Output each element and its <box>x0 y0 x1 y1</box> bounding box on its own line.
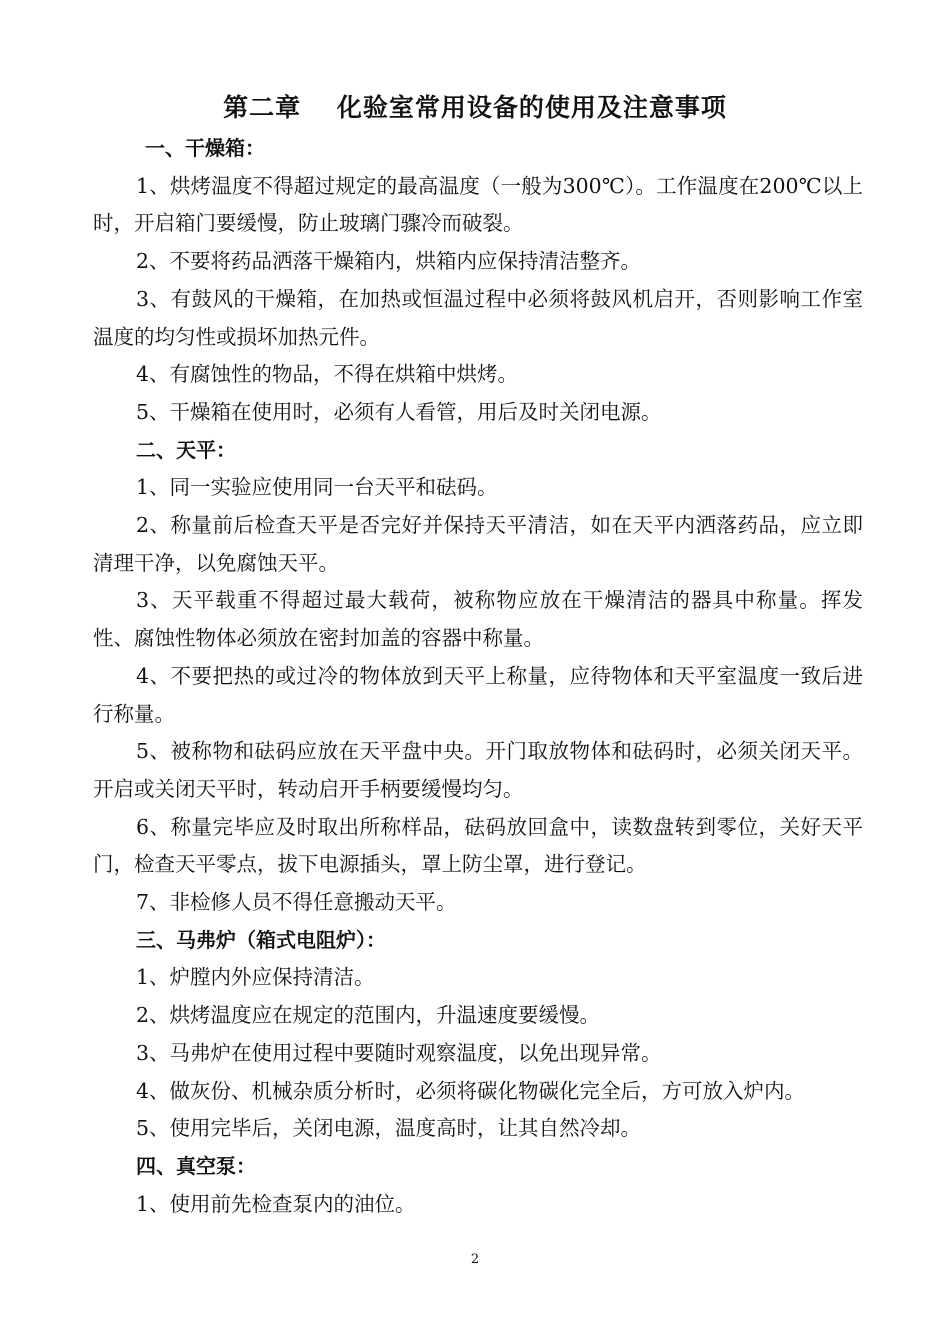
list-item: 7、非检修人员不得任意搬动天平。 <box>136 890 457 915</box>
list-item: 3、有鼓风的干燥箱，在加热或恒温过程中必须将鼓风机启开，否则影响工作室温度的均匀性或损坏加热元件。 <box>93 286 863 349</box>
list-item: 5、被称物和砝码应放在天平盘中央。开门取放物体和砝码时，必须关闭天平。开启或关闭天平时，转动启开手柄要缓慢均匀。 <box>93 739 863 801</box>
section-heading-muffle-furnace: 三、马弗炉（箱式电阻炉）： <box>136 927 386 952</box>
list-item: 1、炉膛内外应保持清洁。 <box>136 965 375 990</box>
list-item: 2、烘烤温度应在规定的范围内，升温速度要缓慢。 <box>136 1003 601 1028</box>
section-heading-balance: 二、天平： <box>136 437 236 462</box>
list-item: 2、称量前后检查天平是否完好并保持天平清洁，如在天平内洒落药品，应立即清理干净，以免腐蚀天平。 <box>93 513 863 575</box>
list-item: 4、有腐蚀性的物品，不得在烘箱中烘烤。 <box>136 362 519 387</box>
list-item: 3、马弗炉在使用过程中要随时观察温度，以免出现异常。 <box>136 1040 662 1065</box>
list-item: 5、干燥箱在使用时，必须有人看管，用后及时关闭电源。 <box>136 399 662 424</box>
list-item: 2、不要将药品洒落干燥箱内，烘箱内应保持清洁整齐。 <box>136 249 642 274</box>
list-item: 3、天平载重不得超过最大载荷，被称物应放在干燥清洁的器具中称量。挥发性、腐蚀性物体必须放在密封加盖的容器中称量。 <box>93 588 863 651</box>
chapter-title: 第二章 化验室常用设备的使用及注意事项 <box>223 93 727 122</box>
section-heading-drying-oven: 一、干燥箱： <box>145 136 265 160</box>
list-item: 1、烘烤温度不得超过规定的最高温度（一般为300℃）。工作温度在200℃以上时，开启箱门要缓慢，防止玻璃门骤冷而破裂。 <box>93 173 863 236</box>
list-item: 1、使用前先检查泵内的油位。 <box>136 1191 416 1216</box>
list-item: 6、称量完毕应及时取出所称样品，砝码放回盒中，读数盘转到零位，关好天平门，检查天平零点，拔下电源插头，罩上防尘罩，进行登记。 <box>93 814 863 877</box>
list-item: 1、同一实验应使用同一台天平和砝码。 <box>136 475 498 500</box>
section-heading-vacuum-pump: 四、真空泵： <box>136 1153 256 1178</box>
document-body <box>93 130 863 1223</box>
list-item: 5、使用完毕后，关闭电源，温度高时，让其自然冷却。 <box>136 1116 642 1141</box>
list-item: 4、不要把热的或过冷的物体放到天平上称量，应待物体和天平室温度一致后进行称量。 <box>93 663 863 726</box>
list-item: 4、做灰份、机械杂质分析时，必须将碳化物碳化完全后，方可放入炉内。 <box>136 1078 806 1103</box>
page-number: 2 <box>470 1252 480 1267</box>
